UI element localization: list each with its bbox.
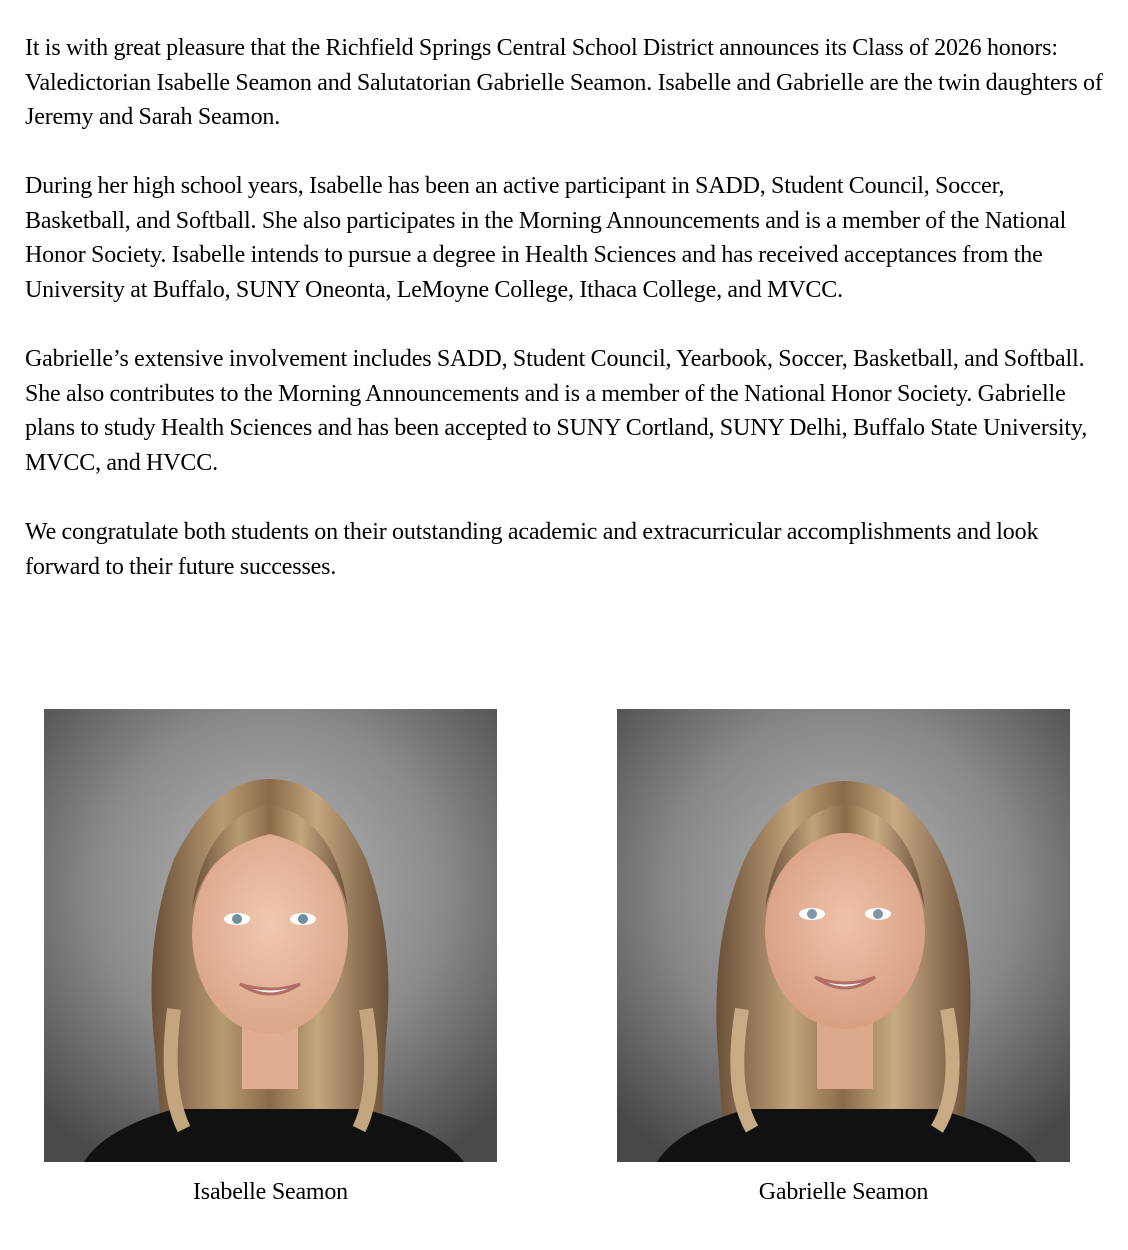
gabrielle-paragraph: Gabrielle’s extensive involvement includes SADD, Student Council, Yearbook, Soccer, Basketball, and Softball. She also contributes to the Morning Announcements and is a member of the National Honor Society. Gabrielle plans to study Health Sciences and has been accepted to SUNY Cortland, SUNY Delhi, Buffalo State University, MVCC, and HVCC. (25, 346, 1088, 476)
isabelle-portrait-photo (44, 709, 497, 1162)
gabrielle-caption: Gabrielle Seamon (758, 1179, 929, 1205)
isabelle-photo-block (44, 709, 497, 1206)
announcement-document (25, 31, 1115, 619)
gabrielle-photo-block (617, 709, 1070, 1206)
isabelle-caption: Isabelle Seamon (193, 1179, 348, 1205)
isabelle-paragraph: During her high school years, Isabelle has been an active participant in SADD, Student Council, Soccer, Basketball, and Softball. She also participates in the Morning Announcements and is a member of the National Honor Society. Isabelle intends to pursue a degree in Health Sciences and has received acceptances from the University at Buffalo, SUNY Oneonta, LeMoyne College, Ithaca College, and MVCC. (25, 173, 1067, 304)
closing-paragraph: We congratulate both students on their outstanding academic and extracurricular accomplishments and look forward to their future successes. (25, 519, 1039, 580)
gabrielle-portrait-photo (617, 709, 1070, 1162)
intro-paragraph: It is with great pleasure that the Richfield Springs Central School District announces its Class of 2026 honors: Valedictorian Isabelle Seamon and Salutatorian Gabrielle Seamon. Isabelle and Gabrielle are the twin daughters of Jeremy and Sarah Seamon. (25, 35, 1103, 131)
